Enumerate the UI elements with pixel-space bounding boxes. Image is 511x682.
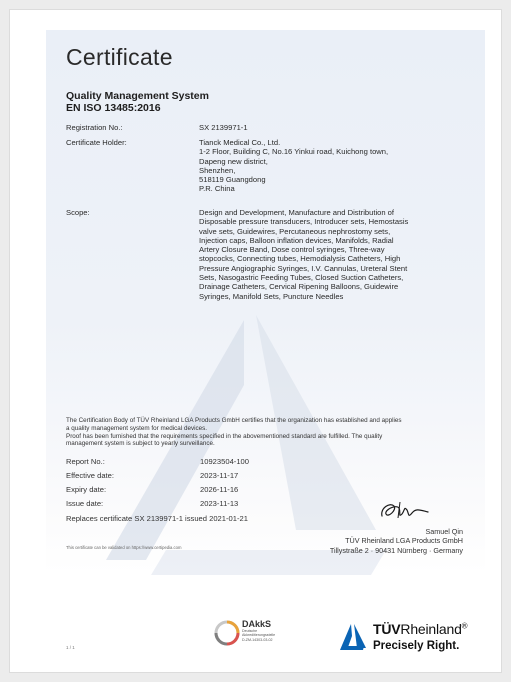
- statement-line: management system is subject to yearly surveillance.: [66, 440, 215, 448]
- scope-line: Disposable pressure transducers, Introducer sets, Hemostasis: [199, 217, 409, 227]
- dakks-logo: [214, 616, 304, 656]
- tuv-brand-bold: TÜV: [373, 621, 401, 637]
- page-number: 1 / 1: [66, 645, 75, 650]
- tuv-triangle-icon: [338, 622, 368, 652]
- statement-line: a quality management system for medical devices.: [66, 424, 208, 432]
- holder-value: [199, 138, 484, 194]
- scope-line: valve sets, Guidewires, Percutaneous nephrostomy sets,: [199, 226, 391, 236]
- certificate-title: Certificate: [66, 44, 173, 70]
- replaces-note: Replaces certificate SX 2139971-1 issued 2021-01-21: [66, 514, 248, 523]
- system-name: Quality Management System: [66, 90, 209, 102]
- report-value: 10923504-100: [200, 457, 249, 466]
- statement-line: Proof has been furnished that the requirements specified in the abovementioned standard are fulfilled. The quality: [66, 432, 383, 440]
- scope-line: Design and Development, Manufacture and Distribution of: [199, 208, 395, 217]
- holder-line: Dapeng new district,: [199, 156, 268, 166]
- dakks-emblem-icon: [214, 620, 240, 646]
- tuv-brand: [373, 621, 467, 637]
- tuv-brand-rest: Rheinland: [400, 621, 462, 637]
- signer-company: TÜV Rheinland LGA Products GmbH: [345, 536, 463, 546]
- dakks-text: [242, 619, 275, 642]
- scope-line: Pressure Angiographic Syringes, I.V. Cannulas, Ureteral Stent: [199, 263, 408, 273]
- expiry-value: 2026-11-16: [200, 485, 239, 494]
- dakks-line: Akkreditierungsstelle: [242, 633, 276, 638]
- holder-line: P.R. China: [199, 184, 235, 194]
- scope-line: Injection caps, Balloon inflation devices, Manifolds, Radial: [199, 235, 394, 245]
- holder-line: Tianck Medical Co., Ltd.: [199, 138, 281, 147]
- issue-value: 2023-11-13: [200, 499, 239, 508]
- report-label: Report No.:: [66, 457, 105, 466]
- certificate-paper: [46, 30, 485, 670]
- dakks-brand: DAkkS: [242, 619, 272, 629]
- holder-label: Certificate Holder:: [66, 138, 127, 147]
- signer-name: Samuel Qin: [425, 527, 463, 536]
- scope-value: [199, 208, 484, 301]
- effective-value: 2023-11-17: [200, 471, 239, 480]
- scope-line: stopcocks, Connecting tubes, Hemodialysis Catheters, High: [199, 254, 401, 264]
- registration-value: SX 2139971-1: [199, 123, 248, 132]
- scope-label: Scope:: [66, 208, 90, 217]
- scope-line: Artery Closure Band, Dose control syringes, Three-way: [199, 245, 385, 255]
- holder-line: 518119 Guangdong: [199, 175, 266, 185]
- registration-label: Registration No.:: [66, 123, 123, 132]
- holder-line: Shenzhen,: [199, 165, 236, 175]
- signature-icon: [376, 498, 436, 524]
- scope-line: Sets, Nasogastric Feeding Tubes, Closed Suction Catheters,: [199, 273, 404, 283]
- tuv-tagline: Precisely Right.: [373, 640, 460, 652]
- scope-line: Drainage Catheters, Cervical Ripening Balloons, Guidewire: [199, 282, 399, 292]
- statement-line: The Certification Body of TÜV Rheinland LGA Products GmbH certifies that the organization has established and applies: [66, 417, 402, 424]
- standard-code: EN ISO 13485:2016: [66, 102, 161, 114]
- holder-line: 1-2 Floor, Building C, No.16 Yinkui road, Kuichong town,: [199, 147, 389, 157]
- tuv-reg-mark: ®: [461, 621, 468, 631]
- scope-line: Syringes, Manifold Sets, Puncture Needles: [199, 291, 344, 301]
- signer-block: [330, 527, 463, 555]
- standard-heading: [66, 90, 209, 114]
- tuv-logo: [338, 618, 478, 660]
- issue-label: Issue date:: [66, 499, 104, 508]
- effective-label: Effective date:: [66, 471, 114, 480]
- certification-statement: [66, 417, 476, 448]
- dakks-line: Deutsche: [242, 629, 258, 633]
- dakks-line: D-ZM-14303-03-02: [242, 637, 273, 642]
- expiry-label: Expiry date:: [66, 485, 107, 494]
- signer-address: Tillystraße 2 · 90431 Nürnberg · Germany: [329, 545, 463, 555]
- certificate-frame: [10, 10, 501, 672]
- verify-note: This certificate can be validated on https://www.certipedia.com: [66, 545, 182, 550]
